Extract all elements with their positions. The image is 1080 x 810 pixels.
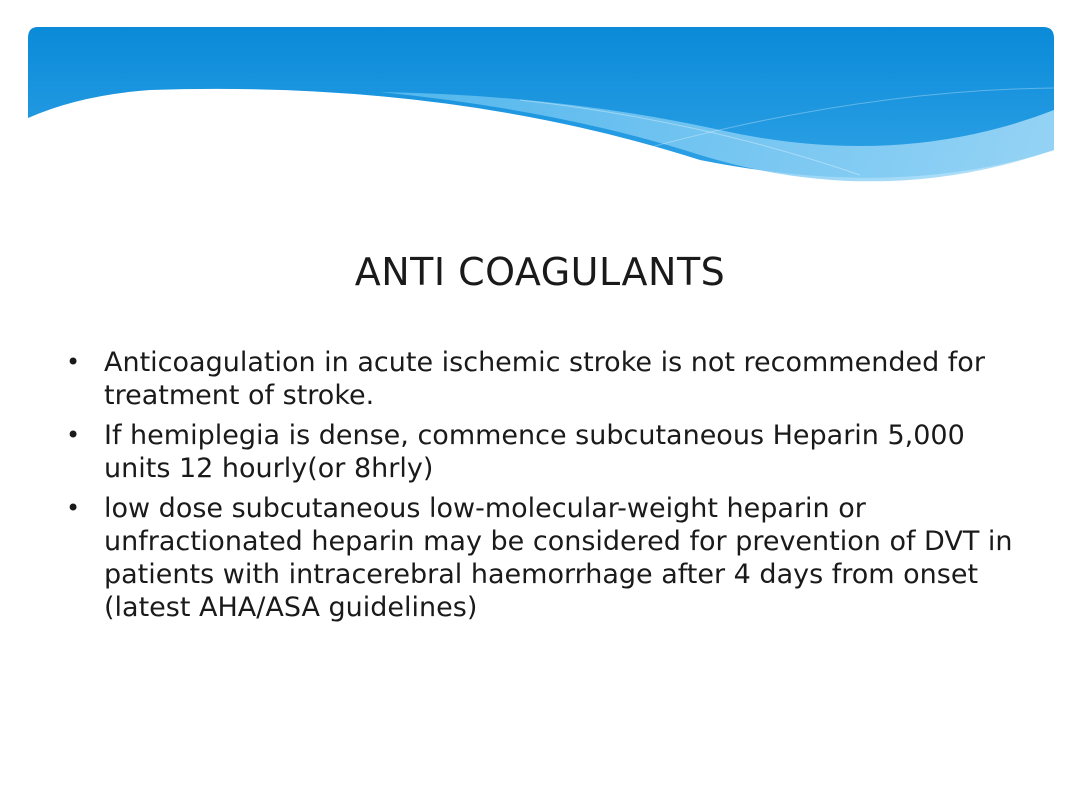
bullet-item (62, 346, 1022, 412)
bullet-text: If hemiplegia is dense, commence subcutaneous Heparin 5,000 units 12 hourly(or 8hrly) (104, 420, 965, 484)
header-wave-banner (0, 0, 1080, 200)
bullet-dot-icon: • (66, 421, 81, 449)
bullet-text: low dose subcutaneous low-molecular-weight heparin or unfractionated heparin may be considered for prevention of DVT in patients with intracerebral haemorrhage after 4 days from onset (latest AHA/ASA guidelines) (104, 493, 1013, 623)
bullet-item (62, 492, 1022, 624)
bullet-list (62, 346, 1022, 631)
slide-title: ANTI COAGULANTS (354, 250, 726, 294)
bullet-item (62, 419, 1022, 485)
bullet-text: Anticoagulation in acute ischemic stroke is not recommended for treatment of stroke. (104, 347, 985, 411)
bullet-dot-icon: • (66, 494, 81, 522)
bullet-dot-icon: • (66, 348, 81, 376)
